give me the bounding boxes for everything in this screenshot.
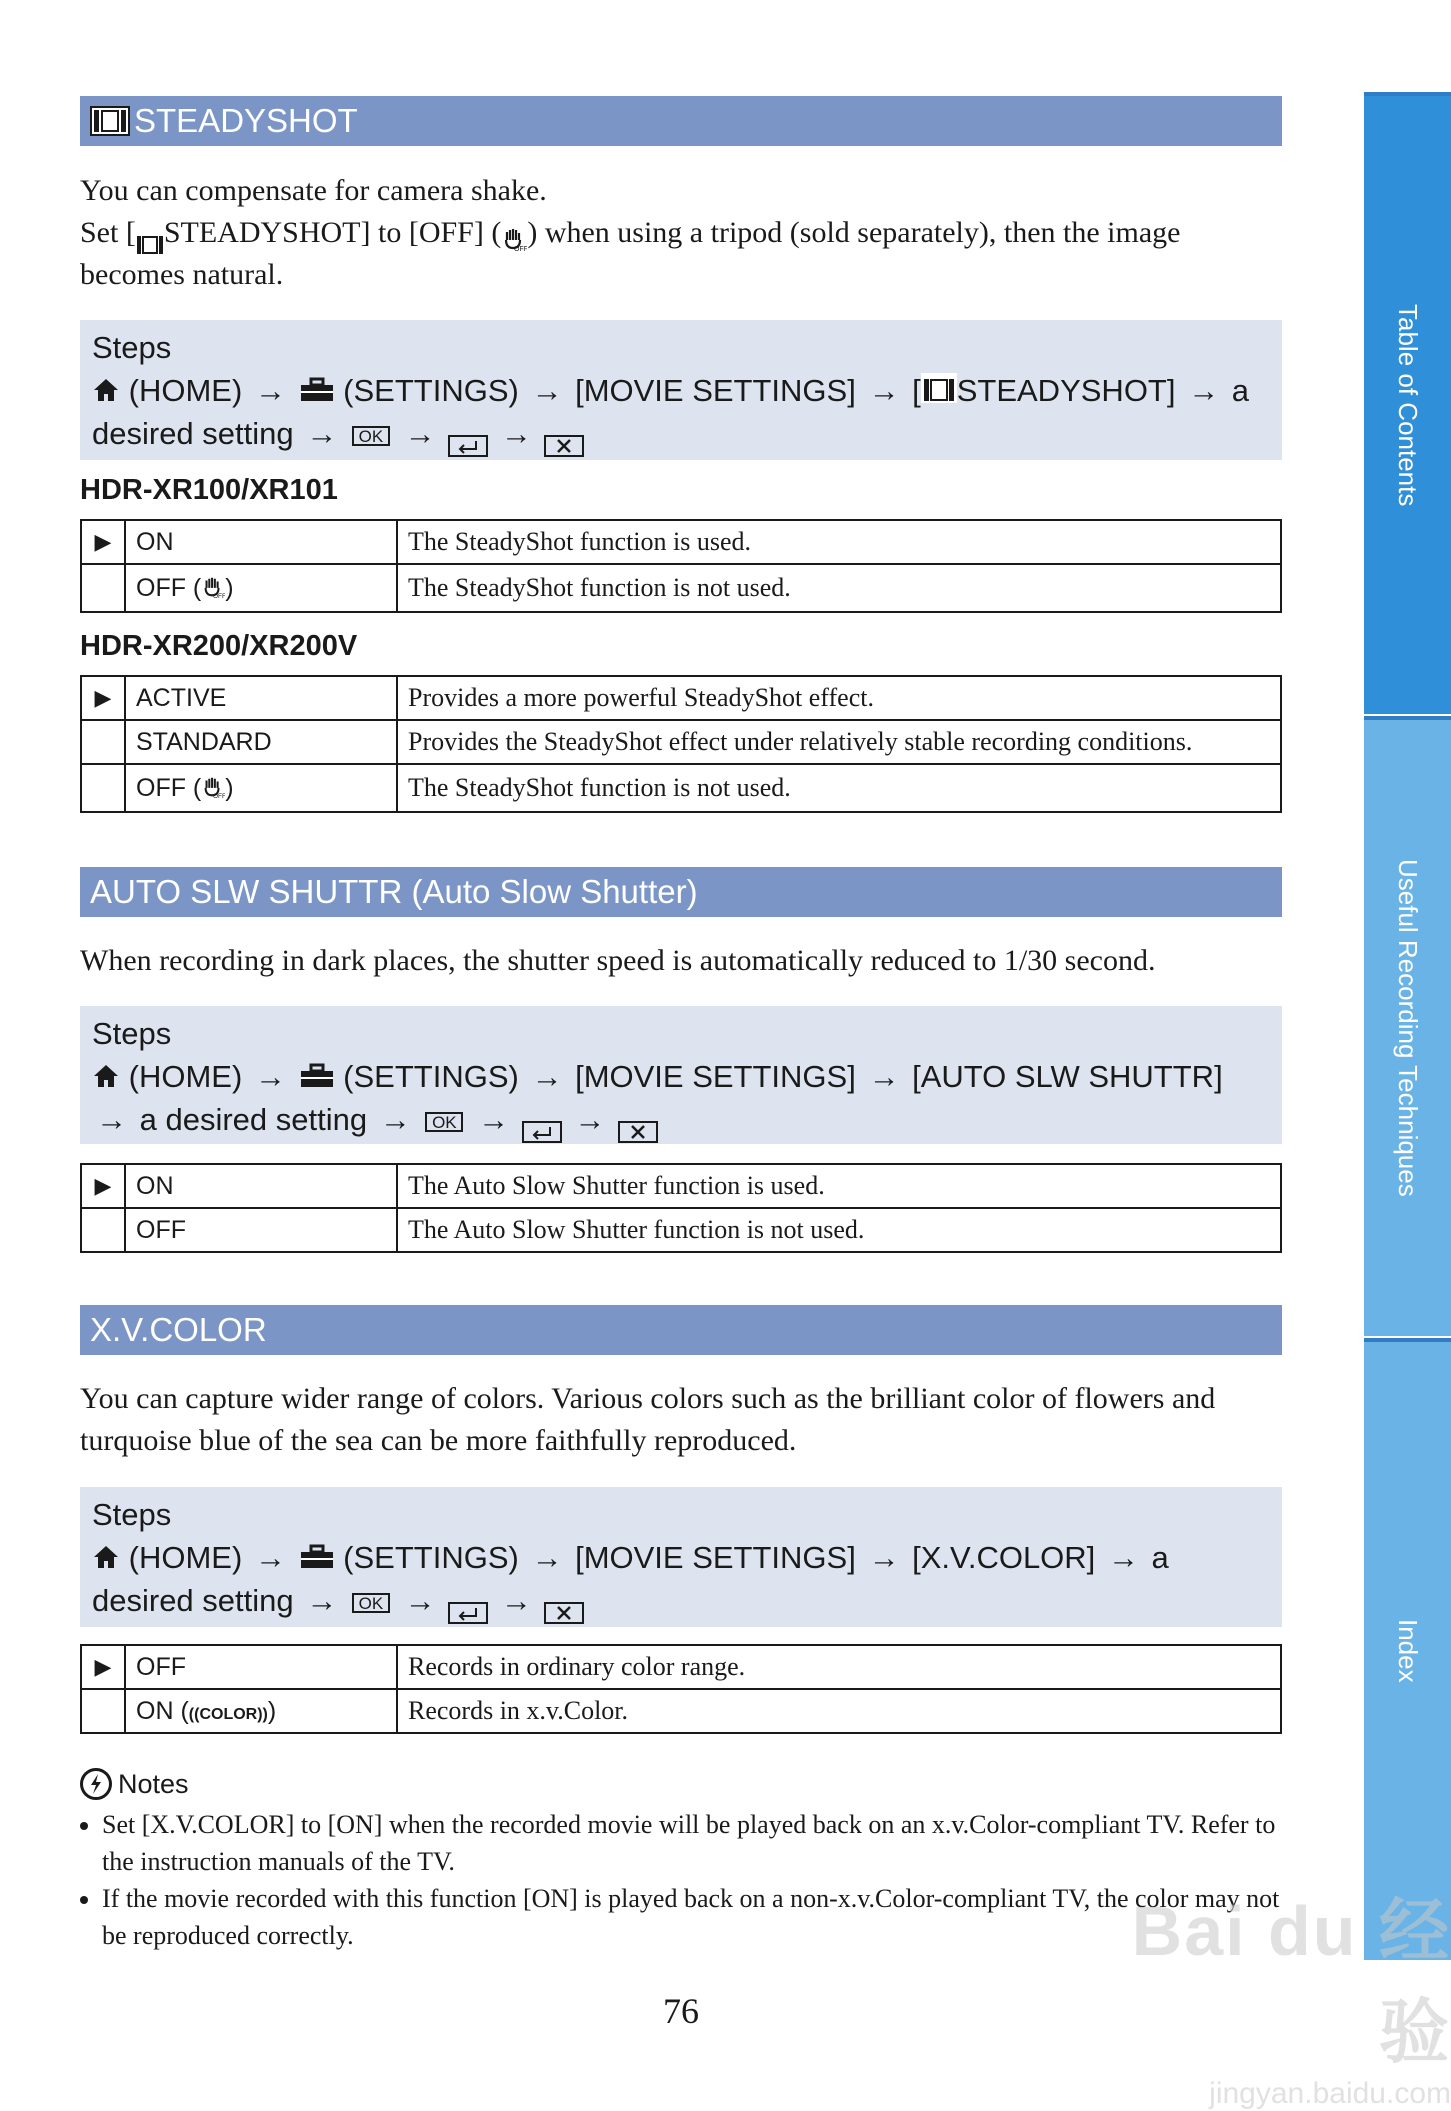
options-table bbox=[80, 675, 1282, 813]
table-row bbox=[81, 564, 1281, 612]
watermark-url: jingyan.baidu.com bbox=[1209, 2077, 1451, 2110]
svg-text:OFF: OFF bbox=[213, 592, 226, 600]
option-name: ACTIVE bbox=[125, 676, 397, 720]
arrow-icon: → bbox=[500, 1583, 532, 1618]
notes-list bbox=[80, 1806, 1282, 1954]
arrow-icon: → bbox=[379, 1102, 411, 1137]
option-desc: The Auto Slow Shutter function is used. bbox=[397, 1164, 1281, 1208]
notes-block bbox=[80, 1768, 1282, 1954]
option-desc: Records in ordinary color range. bbox=[397, 1645, 1281, 1689]
intro-line: When recording in dark places, the shutter speed is automatically reduced to 1/30 second. bbox=[80, 944, 1156, 977]
page-number: 76 bbox=[663, 1991, 699, 2031]
settings-label: (SETTINGS) bbox=[343, 373, 519, 408]
section-title: X.V.COLOR bbox=[90, 1311, 267, 1348]
option-name: ON bbox=[125, 1164, 397, 1208]
svg-text:OFF: OFF bbox=[213, 792, 226, 800]
xvcolor-badge: COLOR bbox=[199, 1705, 258, 1723]
option-desc: Provides a more powerful SteadyShot effect. bbox=[397, 676, 1281, 720]
options-table bbox=[80, 519, 1282, 613]
ok-key-icon: OK bbox=[352, 426, 390, 446]
arrow-icon: → bbox=[1107, 1540, 1139, 1575]
tab-useful-recording-techniques[interactable] bbox=[1364, 716, 1451, 1336]
default-mark: ▶ bbox=[81, 676, 125, 720]
return-key-icon bbox=[448, 425, 488, 447]
table-row bbox=[81, 764, 1281, 812]
arrow-icon: → bbox=[868, 1059, 900, 1094]
arrow-icon: → bbox=[531, 373, 563, 408]
intro-text: ) when using a tripod (sold separately), then the image becomes natural. bbox=[80, 216, 1181, 291]
model-label: HDR-XR200/XR200V bbox=[80, 630, 358, 662]
tab-label: Index bbox=[1393, 1619, 1423, 1683]
toolbox-icon bbox=[299, 1057, 335, 1083]
steps-label: Steps bbox=[92, 1497, 172, 1532]
option-desc: The SteadyShot function is not used. bbox=[397, 564, 1281, 612]
arrow-icon: → bbox=[500, 416, 532, 451]
home-label: (HOME) bbox=[128, 1540, 243, 1575]
movie-settings-label: [MOVIE SETTINGS] bbox=[575, 1540, 856, 1575]
default-mark bbox=[81, 1208, 125, 1252]
settings-label: (SETTINGS) bbox=[343, 1059, 519, 1094]
steps-box bbox=[80, 320, 1282, 460]
table-row bbox=[81, 1689, 1281, 1733]
list-item: • If the movie recorded with this function [ON] is played back on a non-x.v.Color-compliant TV, the color may not be reproduced correctly. bbox=[102, 1880, 1282, 1954]
tab-label: Useful Recording Techniques bbox=[1393, 859, 1423, 1197]
arrow-icon: → bbox=[477, 1102, 509, 1137]
home-icon bbox=[92, 1539, 120, 1567]
home-icon bbox=[92, 1058, 120, 1086]
arrow-icon: → bbox=[404, 416, 436, 451]
list-item: • Set [X.V.COLOR] to [ON] when the recorded movie will be played back on an x.v.Color-compliant TV. Refer to the instruction manuals of the TV. bbox=[102, 1806, 1282, 1880]
option-desc: Records in x.v.Color. bbox=[397, 1689, 1281, 1733]
arrow-icon: → bbox=[574, 1102, 606, 1137]
tab-label: Table of Contents bbox=[1393, 303, 1423, 507]
ok-key-icon: OK bbox=[352, 1593, 390, 1613]
option-name: STANDARD bbox=[125, 720, 397, 764]
home-label: (HOME) bbox=[128, 1059, 243, 1094]
option-name: ON bbox=[125, 520, 397, 564]
film-icon bbox=[921, 373, 957, 403]
arrow-icon: → bbox=[254, 1059, 286, 1094]
svg-text:OFF: OFF bbox=[514, 246, 528, 253]
table-row bbox=[81, 720, 1281, 764]
arrow-icon: → bbox=[96, 1102, 127, 1137]
section-intro bbox=[80, 940, 1282, 982]
steps-item-prefix: [ bbox=[912, 373, 921, 408]
default-mark bbox=[81, 720, 125, 764]
steps-box bbox=[80, 1006, 1282, 1144]
toolbox-icon bbox=[299, 1538, 335, 1564]
settings-label: (SETTINGS) bbox=[343, 1540, 519, 1575]
film-icon bbox=[136, 225, 164, 245]
option-desc: The SteadyShot function is used. bbox=[397, 520, 1281, 564]
option-name-suffix: ) bbox=[267, 1696, 277, 1725]
arrow-icon: → bbox=[1188, 373, 1220, 408]
watermark-brand: Bai du 经验 bbox=[1131, 1892, 1451, 2071]
table-row bbox=[81, 1645, 1281, 1689]
arrow-icon: → bbox=[254, 373, 286, 408]
option-desc: Provides the SteadyShot effect under relatively stable recording conditions. bbox=[397, 720, 1281, 764]
section-intro bbox=[80, 1378, 1282, 1462]
table-row bbox=[81, 1164, 1281, 1208]
option-name-suffix: ) bbox=[225, 573, 234, 602]
steps-item: [AUTO SLW SHUTTR] bbox=[912, 1059, 1223, 1094]
tab-table-of-contents[interactable] bbox=[1364, 92, 1451, 714]
default-mark: ▶ bbox=[81, 1645, 125, 1689]
option-name-suffix: ) bbox=[225, 773, 234, 802]
steps-tail: a desired setting bbox=[92, 373, 1249, 451]
section-intro bbox=[80, 170, 1282, 296]
home-label: (HOME) bbox=[128, 373, 243, 408]
option-desc: The SteadyShot function is not used. bbox=[397, 764, 1281, 812]
steadyshot-off-icon bbox=[201, 574, 225, 600]
tab-index[interactable] bbox=[1364, 1338, 1451, 1960]
option-name-text: ON ( bbox=[136, 1696, 189, 1725]
movie-settings-label: [MOVIE SETTINGS] bbox=[575, 373, 856, 408]
default-mark bbox=[81, 764, 125, 812]
arrow-icon: → bbox=[868, 373, 900, 408]
steps-label: Steps bbox=[92, 330, 172, 365]
intro-line: You can compensate for camera shake. bbox=[80, 174, 547, 207]
toolbox-icon bbox=[299, 371, 335, 397]
ok-key-icon: OK bbox=[425, 1112, 463, 1132]
notes-icon bbox=[80, 1768, 112, 1800]
home-icon bbox=[92, 372, 120, 400]
option-name bbox=[125, 764, 397, 812]
steps-label: Steps bbox=[92, 1016, 172, 1051]
arrow-icon: → bbox=[254, 1540, 286, 1575]
return-key-icon bbox=[522, 1111, 562, 1133]
intro-text: STEADYSHOT] to [OFF] ( bbox=[163, 216, 502, 249]
steps-item: STEADYSHOT] bbox=[956, 373, 1176, 408]
options-table bbox=[80, 1163, 1282, 1253]
section-title: AUTO SLW SHUTTR (Auto Slow Shutter) bbox=[90, 873, 698, 910]
notes-header bbox=[80, 1768, 1282, 1800]
steps-box bbox=[80, 1487, 1282, 1627]
intro-text: Set [ bbox=[80, 216, 136, 249]
option-name: OFF bbox=[125, 1208, 397, 1252]
option-name-text: OFF ( bbox=[136, 573, 202, 602]
option-name bbox=[125, 564, 397, 612]
arrow-icon: → bbox=[531, 1540, 563, 1575]
close-key-icon bbox=[544, 425, 584, 447]
table-row bbox=[81, 676, 1281, 720]
arrow-icon: → bbox=[531, 1059, 563, 1094]
model-label: HDR-XR100/XR101 bbox=[80, 474, 338, 506]
xvcolor-icon: ((COLOR)) bbox=[188, 1705, 268, 1723]
table-row bbox=[81, 520, 1281, 564]
notes-heading: Notes bbox=[118, 1768, 189, 1799]
default-mark bbox=[81, 564, 125, 612]
option-desc: The Auto Slow Shutter function is not used. bbox=[397, 1208, 1281, 1252]
default-mark bbox=[81, 1689, 125, 1733]
option-name: OFF bbox=[125, 1645, 397, 1689]
arrow-icon: → bbox=[306, 416, 338, 451]
option-name bbox=[125, 1689, 397, 1733]
arrow-icon: → bbox=[868, 1540, 900, 1575]
steadyshot-off-icon bbox=[501, 222, 528, 253]
option-name-text: OFF ( bbox=[136, 773, 202, 802]
table-row bbox=[81, 1208, 1281, 1252]
steps-tail: a desired setting bbox=[92, 1540, 1169, 1618]
section-header-auto-slow-shutter bbox=[80, 867, 1282, 917]
default-mark: ▶ bbox=[81, 1164, 125, 1208]
options-table bbox=[80, 1644, 1282, 1734]
intro-line bbox=[80, 212, 1282, 296]
steps-item: [X.V.COLOR] bbox=[912, 1540, 1096, 1575]
arrow-icon: → bbox=[306, 1583, 338, 1618]
steps-tail: a desired setting bbox=[139, 1102, 368, 1137]
movie-settings-label: [MOVIE SETTINGS] bbox=[575, 1059, 856, 1094]
steadyshot-off-icon bbox=[201, 774, 225, 800]
section-title: STEADYSHOT bbox=[134, 102, 358, 139]
film-icon bbox=[90, 106, 130, 136]
arrow-icon: → bbox=[404, 1583, 436, 1618]
default-mark: ▶ bbox=[81, 520, 125, 564]
section-header-steadyshot bbox=[80, 96, 1282, 146]
return-key-icon bbox=[448, 1592, 488, 1614]
section-header-xvcolor bbox=[80, 1305, 1282, 1355]
intro-line: You can capture wider range of colors. Various colors such as the brilliant color of flowers and turquoise blue of the sea can be more faithfully reproduced. bbox=[80, 1382, 1216, 1457]
close-key-icon bbox=[544, 1592, 584, 1614]
close-key-icon bbox=[618, 1111, 658, 1133]
